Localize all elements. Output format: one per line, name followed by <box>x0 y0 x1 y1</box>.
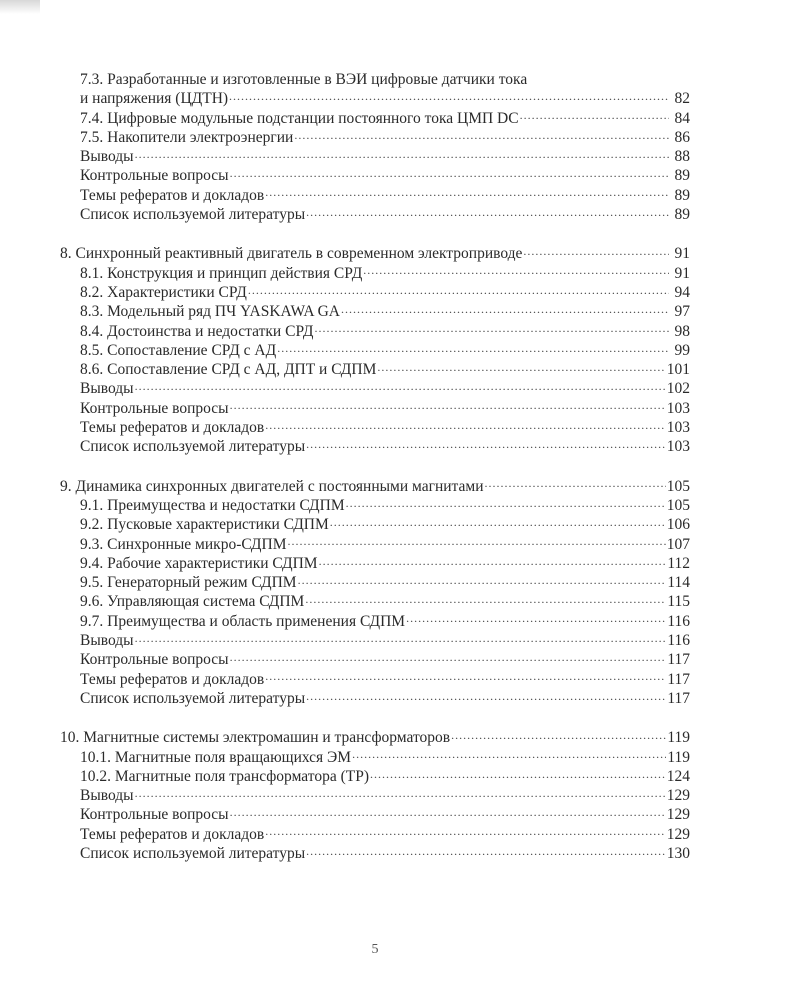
toc-entry-page: 107 <box>666 535 690 553</box>
toc-entry-page: 117 <box>667 651 690 669</box>
dot-leader <box>346 498 666 510</box>
toc-entry-title: 9.5. Генераторный режим СДПМ <box>80 574 297 592</box>
dot-leader <box>230 168 669 180</box>
toc-chapter-entry[interactable] <box>60 477 690 496</box>
dot-leader <box>406 614 666 626</box>
toc-entry[interactable] <box>60 573 690 592</box>
dot-leader <box>135 381 666 393</box>
toc-entry[interactable] <box>60 109 690 128</box>
toc-entry[interactable] <box>60 670 690 689</box>
dot-leader <box>305 594 666 606</box>
toc-entry[interactable] <box>60 341 690 360</box>
toc-entry-title: Список используемой литературы <box>80 206 306 224</box>
toc-entry-title: Темы рефератов и докладов <box>80 186 265 204</box>
dot-leader <box>520 111 669 123</box>
toc-entry-page: 99 <box>674 341 690 359</box>
toc-entry[interactable] <box>60 535 690 554</box>
dot-leader <box>229 91 669 103</box>
dot-leader <box>230 652 667 664</box>
toc-entry-page: 97 <box>674 303 690 321</box>
toc-entry[interactable] <box>60 515 690 534</box>
toc-entry-page: 103 <box>666 399 690 417</box>
toc-entry-page: 91 <box>674 245 690 263</box>
toc-entry[interactable] <box>60 689 690 708</box>
toc-entry[interactable] <box>60 399 690 418</box>
toc-entry[interactable] <box>60 264 690 283</box>
toc-entry-page: 117 <box>667 689 690 707</box>
dot-leader <box>314 324 669 336</box>
toc-entry-page: 115 <box>667 593 690 611</box>
dot-leader <box>306 846 666 858</box>
toc-entry-page: 105 <box>666 496 690 514</box>
toc-entry-title: 8.3. Модельный ряд ПЧ YASKAWA GA <box>80 303 341 321</box>
toc-entry-title: Выводы <box>80 632 134 650</box>
toc-entry[interactable] <box>60 767 690 786</box>
dot-leader <box>451 730 666 742</box>
scan-artifact <box>0 0 40 14</box>
table-of-contents <box>60 70 690 883</box>
toc-entry-title: 9.4. Рабочие характеристики СДПМ <box>80 554 318 572</box>
toc-entry[interactable] <box>60 70 690 89</box>
toc-entry-title: Контрольные вопросы <box>80 651 229 669</box>
toc-entry[interactable] <box>60 825 690 844</box>
toc-entry-title: 8.6. Сопоставление СРД с АД, ДПТ и СДПМ <box>80 361 377 379</box>
toc-entry[interactable] <box>60 128 690 147</box>
toc-entry[interactable] <box>60 283 690 302</box>
toc-entry-page: 89 <box>674 206 690 224</box>
toc-entry-page: 119 <box>667 729 690 747</box>
dot-leader <box>377 362 665 374</box>
dot-leader <box>298 575 667 587</box>
toc-entry-page: 124 <box>666 767 690 785</box>
toc-entry[interactable] <box>60 592 690 611</box>
toc-entry[interactable] <box>60 166 690 185</box>
toc-entry-page: 86 <box>674 128 690 146</box>
toc-entry[interactable] <box>60 748 690 767</box>
toc-entry-title: и напряжения (ЦДТН) <box>80 90 229 108</box>
toc-entry-title: 10.2. Магнитные поля трансформатора (ТР) <box>80 767 369 785</box>
dot-leader <box>306 439 666 451</box>
dot-leader <box>135 788 666 800</box>
toc-block <box>60 728 690 863</box>
toc-entry-title: 10.1. Магнитные поля вращающихся ЭМ <box>80 748 352 766</box>
toc-entry-title: 7.5. Накопители электроэнергии <box>80 128 294 146</box>
dot-leader <box>265 827 666 839</box>
dot-leader <box>330 517 666 529</box>
toc-entry-page: 84 <box>674 109 690 127</box>
toc-entry[interactable] <box>60 612 690 631</box>
dot-leader <box>523 246 669 258</box>
toc-block <box>60 70 690 224</box>
dot-leader <box>277 343 669 355</box>
toc-entry-title: Темы рефератов и докладов <box>80 825 265 843</box>
toc-entry[interactable] <box>60 437 690 456</box>
toc-entry-title: 7.4. Цифровые модульные подстанции постоянного тока ЦМП DC <box>80 109 519 127</box>
toc-entry-page: 105 <box>666 477 690 495</box>
toc-entry-title: Контрольные вопросы <box>80 167 229 185</box>
toc-entry-page: 119 <box>667 748 690 766</box>
toc-entry-page: 129 <box>666 806 690 824</box>
toc-chapter-entry[interactable] <box>60 728 690 747</box>
toc-entry-page: 106 <box>666 516 690 534</box>
toc-entry-page: 103 <box>666 438 690 456</box>
toc-entry[interactable] <box>60 147 690 166</box>
toc-entry[interactable] <box>60 322 690 341</box>
toc-block <box>60 244 690 456</box>
toc-entry-title: Выводы <box>80 787 134 805</box>
toc-entry-page: 88 <box>674 148 690 166</box>
toc-entry-page: 130 <box>666 844 690 862</box>
toc-entry-page: 89 <box>674 167 690 185</box>
toc-entry[interactable] <box>60 650 690 669</box>
toc-entry-title: 9.1. Преимущества и недостатки СДПМ <box>80 496 345 514</box>
toc-entry-page: 112 <box>667 554 690 572</box>
toc-entry[interactable] <box>60 89 690 108</box>
toc-entry[interactable] <box>60 379 690 398</box>
toc-entry-page: 116 <box>667 632 690 650</box>
toc-entry-title: 8.2. Характеристики СРД <box>80 283 247 301</box>
dot-leader <box>265 188 669 200</box>
toc-entry-title: 9.6. Управляющая система СДПМ <box>80 593 305 611</box>
toc-chapter-entry[interactable] <box>60 244 690 263</box>
dot-leader <box>287 537 665 549</box>
toc-entry-title: Темы рефератов и докладов <box>80 419 265 437</box>
toc-block <box>60 477 690 709</box>
toc-entry-page: 82 <box>674 90 690 108</box>
toc-entry-page: 117 <box>667 670 690 688</box>
page-number: 5 <box>371 942 379 957</box>
toc-entry-page: 114 <box>667 574 690 592</box>
toc-entry-page: 116 <box>667 612 690 630</box>
toc-entry[interactable] <box>60 805 690 824</box>
dot-leader <box>135 633 667 645</box>
toc-entry-page: 91 <box>674 264 690 282</box>
toc-entry-title: Список используемой литературы <box>80 844 306 862</box>
dot-leader <box>248 285 669 297</box>
toc-entry-page: 94 <box>674 283 690 301</box>
dot-leader <box>265 672 666 684</box>
toc-entry-title: 9.7. Преимущества и область применения СДПМ <box>80 612 406 630</box>
toc-entry-title: 9.3. Синхронные микро-СДПМ <box>80 535 287 553</box>
dot-leader <box>363 266 669 278</box>
toc-entry-title: Выводы <box>80 148 134 166</box>
toc-entry[interactable] <box>60 186 690 205</box>
toc-entry-title: 9. Динамика синхронных двигателей с постоянными магнитами <box>60 477 484 495</box>
toc-entry-title: 8.5. Сопоставление СРД с АД <box>80 341 277 359</box>
dot-leader <box>370 769 666 781</box>
toc-entry[interactable] <box>60 302 690 321</box>
dot-leader <box>230 401 666 413</box>
toc-entry[interactable] <box>60 786 690 805</box>
dot-leader <box>135 149 669 161</box>
toc-entry-title: 8.4. Достоинства и недостатки СРД <box>80 322 314 340</box>
toc-entry[interactable] <box>60 496 690 515</box>
toc-entry[interactable] <box>60 360 690 379</box>
toc-entry-page: 102 <box>666 380 690 398</box>
toc-entry[interactable] <box>60 631 690 650</box>
toc-entry-title: Выводы <box>80 380 134 398</box>
dot-leader <box>306 691 666 703</box>
toc-entry-title: Список используемой литературы <box>80 689 306 707</box>
toc-entry-title: Контрольные вопросы <box>80 806 229 824</box>
toc-entry-page: 129 <box>666 825 690 843</box>
toc-entry-title: 9.2. Пусковые характеристики СДПМ <box>80 516 329 534</box>
toc-entry-page: 89 <box>674 186 690 204</box>
toc-entry-title: 8.1. Конструкция и принцип действия СРД <box>80 264 363 282</box>
dot-leader <box>352 750 666 762</box>
dot-leader <box>265 420 666 432</box>
toc-entry-page: 101 <box>666 361 690 379</box>
dot-leader <box>485 479 666 491</box>
toc-entry-title: 8. Синхронный реактивный двигатель в современном электроприводе <box>60 245 523 263</box>
toc-entry-page: 103 <box>666 419 690 437</box>
dot-leader <box>341 304 669 316</box>
toc-entry-page: 129 <box>666 787 690 805</box>
toc-entry-title: Список используемой литературы <box>80 438 306 456</box>
toc-entry[interactable] <box>60 844 690 863</box>
toc-entry-title: Темы рефератов и докладов <box>80 670 265 688</box>
toc-entry-page: 98 <box>674 322 690 340</box>
dot-leader <box>294 130 669 142</box>
toc-entry-title: 7.3. Разработанные и изготовленные в ВЭИ цифровые датчики тока <box>80 71 528 88</box>
toc-entry[interactable] <box>60 554 690 573</box>
dot-leader <box>306 207 669 219</box>
toc-entry-title: 10. Магнитные системы электромашин и трансформаторов <box>60 729 451 747</box>
dot-leader <box>230 807 666 819</box>
toc-entry[interactable] <box>60 205 690 224</box>
toc-entry[interactable] <box>60 418 690 437</box>
toc-entry-title: Контрольные вопросы <box>80 399 229 417</box>
dot-leader <box>319 556 667 568</box>
